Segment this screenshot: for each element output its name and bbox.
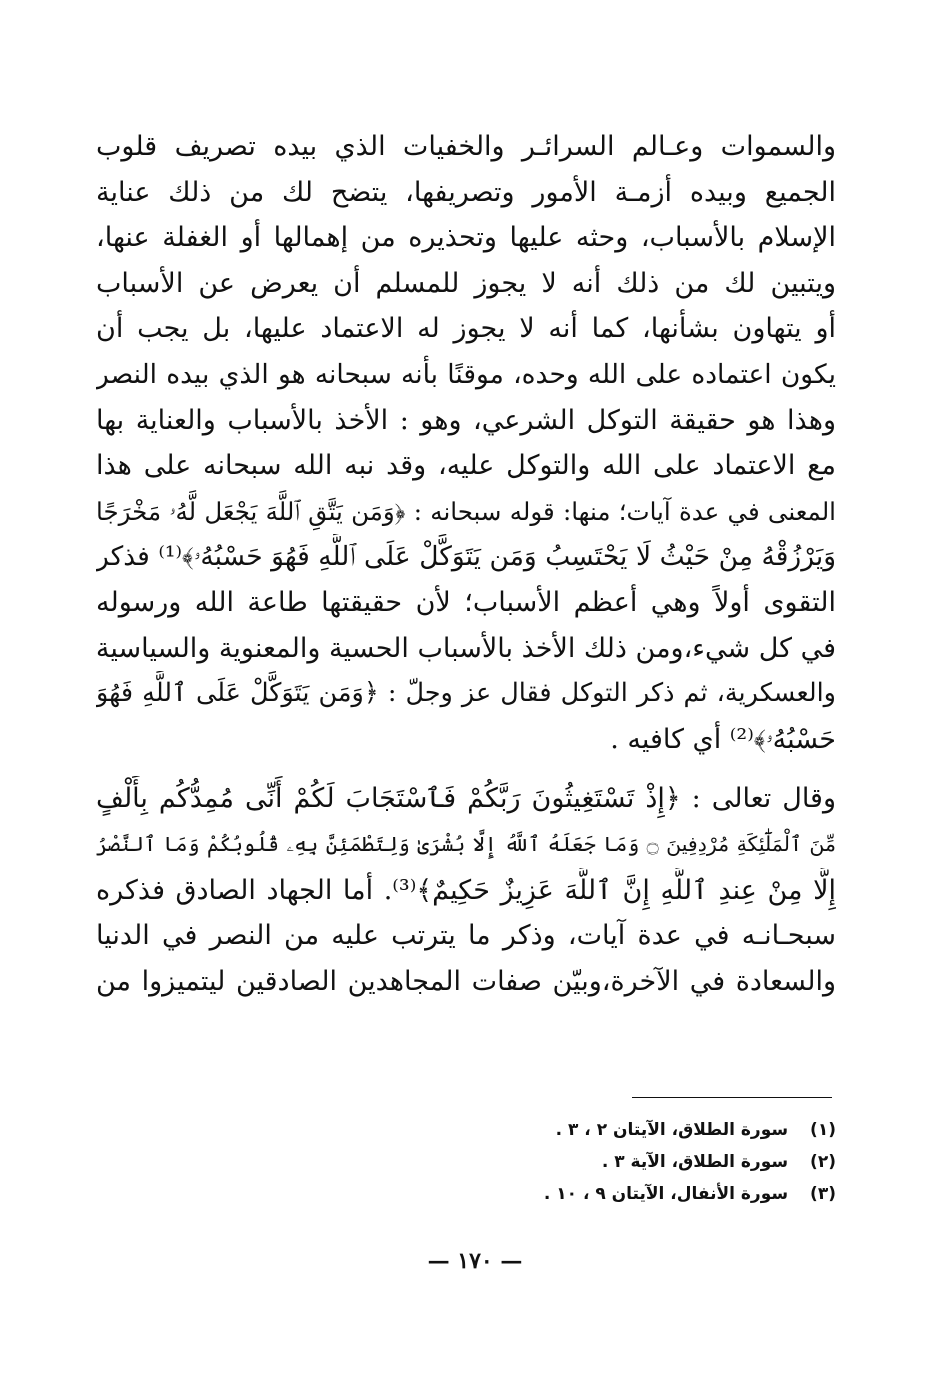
- footnote-item: [480, 1178, 836, 1210]
- text-line: وهذا هو حقيقة التوكل الشرعي، وهو : الأخذ بالأسباب والعناية بها: [96, 404, 836, 436]
- text-line: يكون اعتماده على الله وحده، موقنًا بأنه سبحانه هو الذي بيده النصر: [96, 358, 836, 390]
- paragraph-2: [96, 776, 836, 1004]
- footnote-item: [480, 1146, 836, 1178]
- footnote-number: (٢): [810, 1152, 836, 1172]
- text-line: أو يتهاون بشأنها، كما أنه لا يجوز له الاعتماد عليها، بل يجب أن: [96, 313, 836, 345]
- text-line: إِلَّا مِنْ عِندِ ٱللَّهِ إِنَّ ٱللَّهَ عَزِيزٌ حَكِيمٌ﴾⁽³⁾. أما الجهاد الصادق فذكره: [96, 874, 836, 906]
- text-line: سبحـانـه في عدة آيات، وذكر ما يترتب عليه من النصر في الدنيا: [96, 920, 836, 952]
- text-line: مِّنَ ٱلْمَلَٰٓئِكَةِ مُرْدِفِينَ ۝ وَمَا جَعَلَهُ ٱللَّهُ إِلَّا بُشْرَىٰ وَلِتَطْمَئِنَّ بِهِۦ قُلُوبُكُمْ وَمَا ٱلنَّصْرُ: [96, 831, 836, 856]
- text-line: التقوى أولاً وهي أعظم الأسباب؛ لأن حقيقتها طاعة الله ورسوله: [96, 586, 836, 618]
- text-line: الإسلام بالأسباب، وحثه عليها وتحذيره من إهمالها أو الغفلة عنها،: [96, 222, 836, 254]
- footnote-number: (١): [810, 1120, 836, 1140]
- footnote-number: (٣): [810, 1184, 836, 1204]
- text-line: المعنى في عدة آيات؛ منها: قوله سبحانه : ﴿وَمَن يَتَّقِ ٱللَّهَ يَجْعَل لَّهُۥ مَخْرَجًا: [96, 496, 836, 526]
- text-line: وَيَرْزُقْهُ مِنْ حَيْثُ لَا يَحْتَسِبُ وَمَن يَتَوَكَّلْ عَلَى ٱللَّهِ فَهُوَ حَسْبُهُۥ﴾⁽¹⁾ فذكر: [96, 541, 836, 573]
- text-line: مع الاعتماد على الله والتوكل عليه، وقد نبه الله سبحانه على هذا: [96, 450, 836, 482]
- footnotes: [480, 1114, 836, 1210]
- paragraph-spacer: [96, 762, 836, 776]
- footnote-text: سورة الطلاق، الآيتان ٢ ، ٣ .: [555, 1120, 789, 1140]
- text-line: في كل شيء،ومن ذلك الأخذ بالأسباب الحسية والمعنوية والسياسية: [96, 632, 836, 664]
- footnote-text: سورة الأنفال، الآيتان ٩ ، ١٠ .: [543, 1184, 789, 1204]
- text-line: والسعادة في الآخرة،وبيّن صفات المجاهدين الصادقين ليتميزوا من: [96, 965, 836, 997]
- text-line: الجميع وبيده أزمـة الأمور وتصريفها، يتضح لك من ذلك عناية: [96, 176, 836, 208]
- footnote-text: سورة الطلاق، الآية ٣ .: [601, 1152, 789, 1172]
- text-line: ويتبين لك من ذلك أنه لا يجوز للمسلم أن يعرض عن الأسباب: [96, 267, 836, 299]
- page-number: — ١٧٠ —: [427, 1248, 523, 1274]
- footnote-item: [480, 1114, 836, 1146]
- text-line: وقال تعالى : ﴿إِذْ تَسْتَغِيثُونَ رَبَّكُمْ فَٱسْتَجَابَ لَكُمْ أَنِّى مُمِدُّكُم بِأَلْفٍ: [96, 783, 836, 815]
- text-line: حَسْبُهُۥ﴾⁽²⁾ أي كافيه .: [610, 723, 836, 755]
- text-line: والعسكرية، ثم ذكر التوكل فقال عز وجلّ : ﴿وَمَن يَتَوَكَّلْ عَلَى ٱللَّهِ فَهُوَ: [96, 678, 836, 709]
- main-text: [96, 124, 836, 1004]
- paragraph-1: [96, 124, 836, 762]
- footnote-divider: [632, 1097, 832, 1098]
- text-line: والسموات وعـالم السرائـر والخفيات الذي بيده تصريف قلوب: [96, 131, 836, 162]
